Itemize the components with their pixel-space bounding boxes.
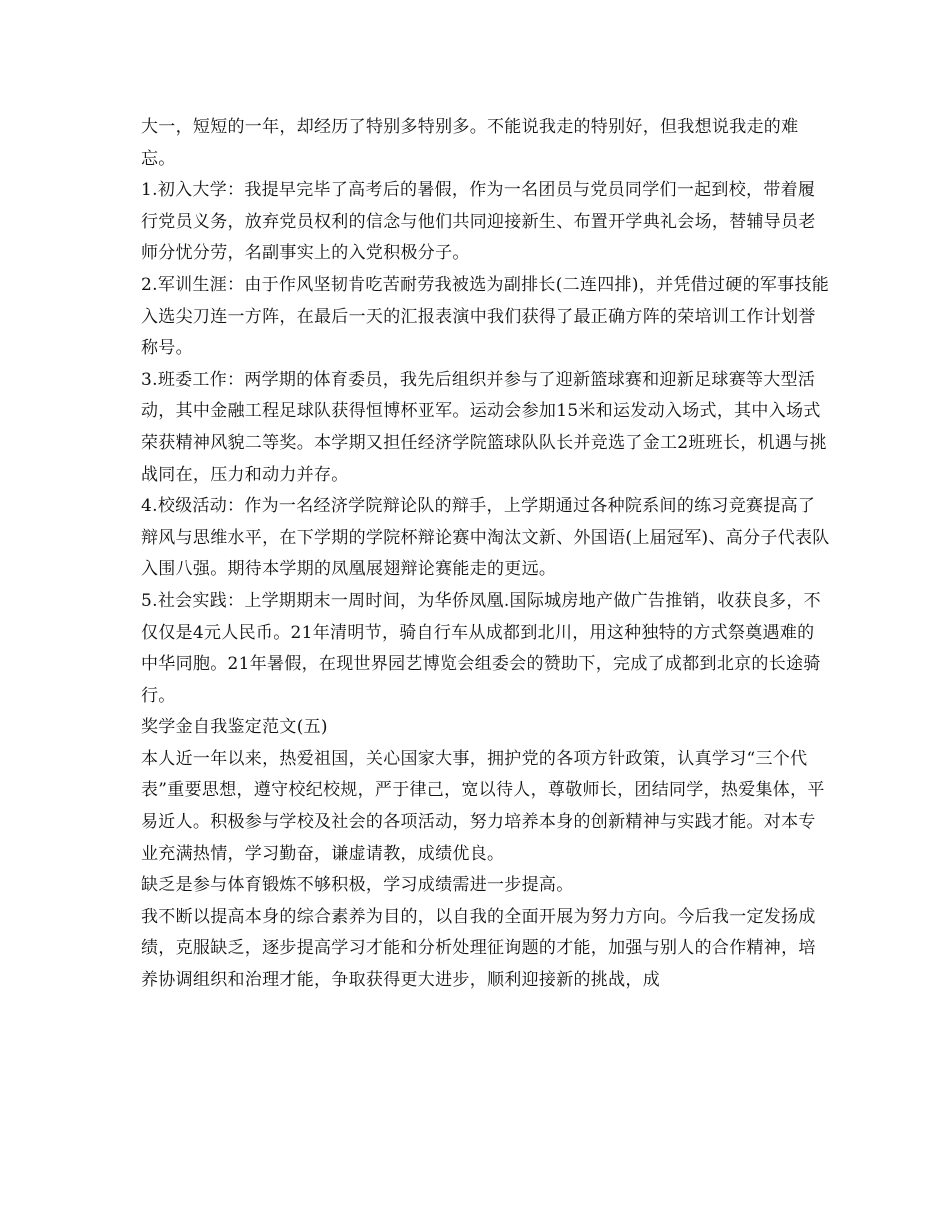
paragraph-military-training: 2.军训生涯：由于作风坚韧肯吃苦耐劳我被选为副排长(二连四排)，并凭借过硬的军事技能入选尖刀连一方阵，在最后一天的汇报表演中我们获得了最正确方阵的荣培训工作计划誉称号。 — [141, 274, 830, 359]
paragraph-shortcomings: 缺乏是参与体育锻炼不够积极，学习成绩需进一步提高。 — [141, 875, 574, 896]
paragraph-self-assessment: 本人近一年以来，热爱祖国，关心国家大事，拥护党的各项方针政策，认真学习“三个代表”重要思想，遵守校纪校规，严于律己，宽以待人，尊敬师长，团结同学，热爱集体，平易近人。积极参与学校及社会的各项活动，努力培养本身的创新精神与实践才能。对本专业充满热情，学习勤奋，谦虚请教，成绩优良。 — [141, 748, 825, 864]
section-heading: 奖学金自我鉴定范文(五) — [141, 717, 328, 738]
paragraph-school-activities: 4.校级活动：作为一名经济学院辩论队的辩手，上学期通过各种院系间的练习竞赛提高了辩风与思维水平，在下学期的学院杯辩论赛中淘汰文新、外国语(上届冠军)、高分子代表队入围八强。期待本学期的凤凰展翅辩论赛能走的更远。 — [141, 496, 830, 580]
paragraph-future-plans: 我不断以提高本身的综合素养为目的，以自我的全面开展为努力方向。今后我一定发扬成绩，克服缺乏，逐步提高学习才能和分析处理征询题的才能，加强与别人的合作精神，培养协调组织和治理才能，争取获得更大进步，顺利迎接新的挑战，成 — [141, 906, 816, 991]
paragraph-entering-university: 1.初入大学：我提早完毕了高考后的暑假，作为一名团员与党员同学们一起到校，带着履行党员义务，放弃党员权利的信念与他们共同迎接新生、布置开学典礼会场，替辅导员老师分忧分劳，名副事实上的入党积极分子。 — [141, 180, 816, 264]
paragraph-class-committee: 3.班委工作：两学期的体育委员，我先后组织并参与了迎新篮球赛和迎新足球赛等大型活动，其中金融工程足球队获得恒博杯亚军。运动会参加15米和运发动入场式，其中入场式荣获精神风貌二等奖。本学期又担任经济学院篮球队队长并竞选了金工2班班长，机遇与挑战同在，压力和动力并存。 — [141, 369, 827, 485]
paragraph-social-practice: 5.社会实践：上学期期末一周时间，为华侨凤凰.国际城房地产做广告推销，收获良多，不仅仅是4元人民币。21年清明节，骑自行车从成都到北川，用这种独特的方式祭奠遇难的中华同胞。21年暑假，在现世界园艺博览会组委会的赞助下，完成了成都到北京的长途骑行。 — [141, 590, 821, 706]
paragraph-intro: 大一，短短的一年，却经历了特别多特别多。不能说我走的特别好，但我想说我走的难忘。 — [141, 117, 799, 169]
document-body — [141, 112, 831, 997]
